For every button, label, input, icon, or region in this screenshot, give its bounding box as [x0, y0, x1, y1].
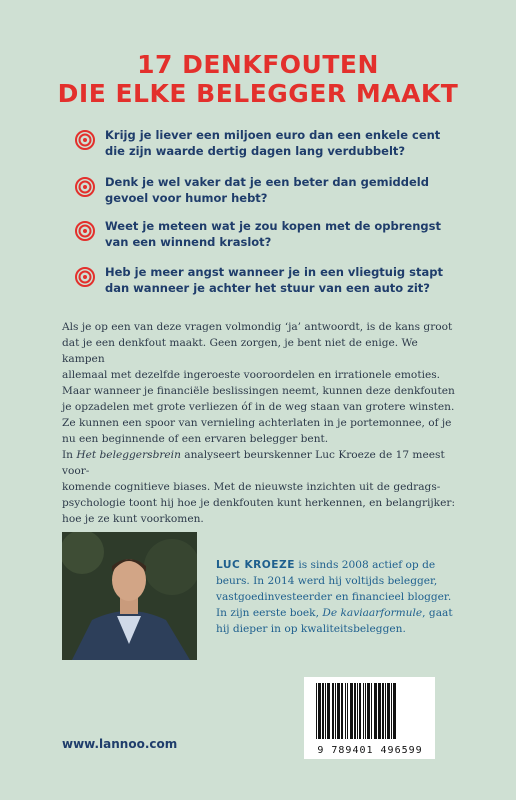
body-line: komende cognitieve biases. Met de nieuwste inzichten uit de gedrags-: [62, 481, 441, 493]
body-line: nu een beginnende of een ervaren belegger bent.: [62, 433, 329, 445]
bio-text: is sinds 2008 actief op de: [294, 559, 436, 571]
book-title-italic: Het beleggersbrein: [76, 449, 181, 461]
question-line: Denk je wel vaker dat je een beter dan gemiddeld: [105, 175, 429, 189]
question-text: [105, 218, 480, 250]
question-text: [105, 127, 480, 159]
body-text: In: [62, 449, 77, 461]
previous-book-title: De kaviaarformule: [322, 607, 423, 619]
body-line: Als je op een van deze vragen volmondig ‘ja’ antwoordt, is de kans groot: [62, 321, 453, 333]
title-line-1: 17 DENKFOUTEN: [137, 50, 379, 79]
author-name: LUC KROEZE: [216, 559, 295, 571]
isbn-number: 9 789401 496599: [317, 745, 423, 756]
question-line: die zijn waarde dertig dagen lang verdubbelt?: [105, 144, 406, 158]
body-line: Maar wanneer je financiële beslissingen neemt, kunnen deze denkfouten: [62, 385, 455, 397]
bio-line: [216, 557, 456, 573]
body-line: [62, 447, 462, 479]
body-line: dat je een denkfout maakt. Geen zorgen, je bent niet de enige. We kampen: [62, 337, 418, 365]
question-line: Weet je meteen wat je zou kopen met de opbrengst: [105, 219, 441, 233]
book-title: [0, 50, 516, 108]
question-line: van een winnend kraslot?: [105, 235, 272, 249]
summary-paragraph: [62, 447, 462, 527]
body-line: je opzadelen met grote verliezen óf in de weg staan van grotere winsten.: [62, 401, 455, 413]
bio-text: , gaat: [422, 607, 453, 619]
target-icon: [75, 221, 95, 241]
author-bio: [216, 557, 456, 637]
question-line: Heb je meer angst wanneer je in een vliegtuig stapt: [105, 265, 443, 279]
question-line: Krijg je liever een miljoen euro dan een enkele cent: [105, 128, 441, 142]
question-text: [105, 264, 480, 296]
body-text: analyseert beurskenner Luc Kroeze de 17 meest voor-: [62, 449, 445, 477]
body-line: hoe je ze kunt voorkomen.: [62, 513, 204, 525]
author-portrait-illustration: [62, 532, 197, 660]
bio-line: hij dieper in op kwaliteitsbeleggen.: [216, 623, 406, 635]
body-line: allemaal met dezelfde ingeroeste vooroordelen en irrationele emoties.: [62, 369, 441, 381]
author-photo: [62, 532, 197, 660]
title-line-2: DIE ELKE BELEGGER MAAKT: [57, 79, 459, 108]
question-line: dan wanneer je achter het stuur van een auto zit?: [105, 281, 430, 295]
bio-line: [216, 605, 456, 621]
target-icon: [75, 130, 95, 150]
intro-paragraph: [62, 319, 462, 447]
publisher-website[interactable]: www.lannoo.com: [62, 737, 178, 751]
bio-line: beurs. In 2014 werd hij voltijds belegger,: [216, 575, 438, 587]
isbn-barcode: [304, 677, 435, 759]
bio-text: In zijn eerste boek,: [216, 607, 323, 619]
bio-line: vastgoedinvesteerder en financieel blogger.: [216, 591, 452, 603]
question-line: gevoel voor humor hebt?: [105, 191, 268, 205]
question-text: [105, 174, 480, 206]
body-line: Ze kunnen een spoor van vernieling achterlaten in je portemonnee, of je: [62, 417, 452, 429]
body-line: psychologie toont hij hoe je denkfouten kunt herkennen, en belangrijker:: [62, 497, 456, 509]
target-icon: [75, 267, 95, 287]
target-icon: [75, 177, 95, 197]
